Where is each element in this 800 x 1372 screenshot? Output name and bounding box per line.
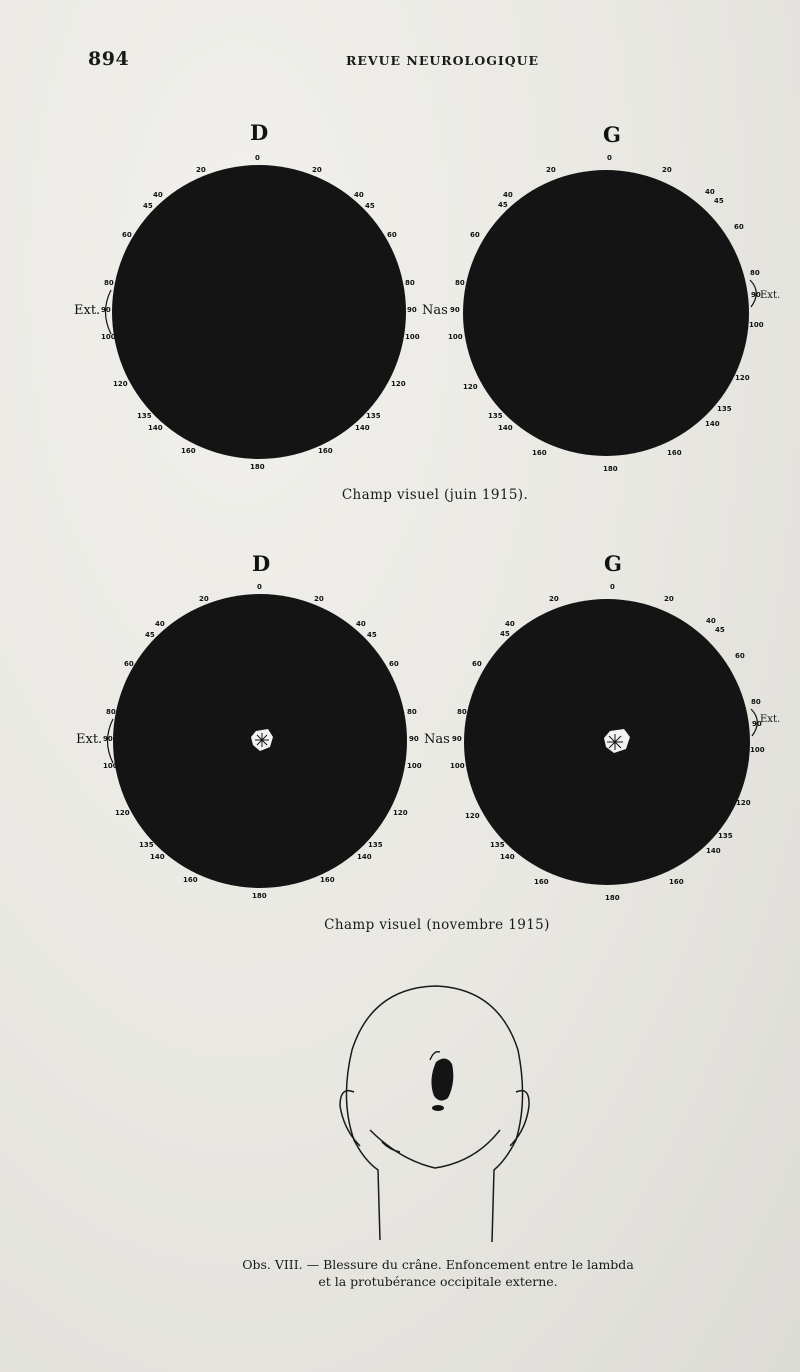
tick-90: 90 xyxy=(752,720,762,728)
visual-field-diagram-june xyxy=(0,112,800,492)
tick-100: 100 xyxy=(749,321,764,329)
tick-90: 90 xyxy=(751,291,761,299)
visual-field-disc-left xyxy=(463,170,749,456)
tick-160: 160 xyxy=(669,878,684,886)
tick-20: 20 xyxy=(546,166,556,174)
tick-80: 80 xyxy=(457,708,467,716)
tick-100: 100 xyxy=(405,333,420,341)
journal-title: REVUE NEUROLOGIQUE xyxy=(346,53,540,68)
tick-135: 135 xyxy=(490,841,505,849)
eye-label-left: G xyxy=(603,122,621,147)
tick-40: 40 xyxy=(503,191,513,199)
tick-60: 60 xyxy=(389,660,399,668)
tick-140: 140 xyxy=(148,424,163,432)
tick-40: 40 xyxy=(505,620,515,628)
tick-45: 45 xyxy=(367,631,377,639)
tick-90: 90 xyxy=(450,306,460,314)
tick-180: 180 xyxy=(252,892,267,900)
tick-100: 100 xyxy=(750,746,765,754)
tick-135: 135 xyxy=(718,832,733,840)
tick-100: 100 xyxy=(450,762,465,770)
figure-visual-field-june xyxy=(0,112,800,532)
tick-40: 40 xyxy=(354,191,364,199)
tick-140: 140 xyxy=(355,424,370,432)
tick-90: 90 xyxy=(101,306,111,314)
tick-180: 180 xyxy=(603,465,618,473)
tick-120: 120 xyxy=(113,380,128,388)
caption-november: Champ visuel (novembre 1915) xyxy=(324,917,550,933)
eye-label-right: D xyxy=(250,120,269,145)
tick-120: 120 xyxy=(465,812,480,820)
tick-120: 120 xyxy=(115,809,130,817)
tick-45: 45 xyxy=(714,197,724,205)
page-number: 894 xyxy=(88,48,130,70)
tick-60: 60 xyxy=(124,660,134,668)
caption-june: Champ visuel (juin 1915). xyxy=(341,487,529,503)
tick-100: 100 xyxy=(101,333,116,341)
tick-20: 20 xyxy=(312,166,322,174)
tick-90: 90 xyxy=(452,735,462,743)
tick-20: 20 xyxy=(196,166,206,174)
side-label-ext-left: Ext. xyxy=(760,714,781,725)
observation-caption-line-2: et la protubérance occipitale externe. xyxy=(318,1274,558,1289)
tick-160: 160 xyxy=(534,878,549,886)
visual-field-disc-right xyxy=(112,165,406,459)
tick-100: 100 xyxy=(407,762,422,770)
side-label-ext-right: Ext. xyxy=(76,732,103,747)
tick-160: 160 xyxy=(183,876,198,884)
tick-135: 135 xyxy=(137,412,152,420)
observation-caption-line-1: Obs. VIII. — Blessure du crâne. Enfoncement entre le lambda xyxy=(242,1257,634,1272)
skull-wound-drawing xyxy=(330,980,540,1250)
visual-field-diagram-november xyxy=(0,545,800,915)
tick-135: 135 xyxy=(366,412,381,420)
tick-140: 140 xyxy=(705,420,720,428)
tick-135: 135 xyxy=(488,412,503,420)
tick-120: 120 xyxy=(735,374,750,382)
lambda-mark xyxy=(430,1052,440,1060)
tick-180: 180 xyxy=(250,463,265,471)
tick-60: 60 xyxy=(735,652,745,660)
tick-0: 0 xyxy=(257,583,262,591)
tick-45: 45 xyxy=(365,202,375,210)
tick-160: 160 xyxy=(181,447,196,455)
tick-0: 0 xyxy=(610,583,615,591)
tick-20: 20 xyxy=(549,595,559,603)
tick-20: 20 xyxy=(199,595,209,603)
tick-80: 80 xyxy=(106,708,116,716)
tick-45: 45 xyxy=(715,626,725,634)
tick-45: 45 xyxy=(498,201,508,209)
tick-20: 20 xyxy=(314,595,324,603)
figure-visual-field-november xyxy=(0,545,800,945)
tick-40: 40 xyxy=(705,188,715,196)
tick-160: 160 xyxy=(667,449,682,457)
tick-100: 100 xyxy=(103,762,118,770)
tick-60: 60 xyxy=(472,660,482,668)
tick-100: 100 xyxy=(448,333,463,341)
tick-80: 80 xyxy=(407,708,417,716)
tick-90: 90 xyxy=(103,735,113,743)
head-outline xyxy=(340,986,529,1242)
tick-120: 120 xyxy=(463,383,478,391)
side-label-nas-right: Nas xyxy=(422,303,448,318)
tick-20: 20 xyxy=(662,166,672,174)
tick-140: 140 xyxy=(498,424,513,432)
observation-caption xyxy=(38,1256,800,1290)
tick-180: 180 xyxy=(605,894,620,902)
eye-label-left: G xyxy=(604,551,622,576)
tick-40: 40 xyxy=(706,617,716,625)
tick-90: 90 xyxy=(409,735,419,743)
tick-80: 80 xyxy=(104,279,114,287)
tick-60: 60 xyxy=(387,231,397,239)
tick-120: 120 xyxy=(393,809,408,817)
tick-90: 90 xyxy=(407,306,417,314)
tick-60: 60 xyxy=(470,231,480,239)
tick-135: 135 xyxy=(717,405,732,413)
tick-45: 45 xyxy=(500,630,510,638)
tick-45: 45 xyxy=(143,202,153,210)
tick-60: 60 xyxy=(122,231,132,239)
tick-140: 140 xyxy=(500,853,515,861)
tick-140: 140 xyxy=(357,853,372,861)
side-label-ext-right: Ext. xyxy=(74,303,101,318)
tick-40: 40 xyxy=(153,191,163,199)
tick-135: 135 xyxy=(368,841,383,849)
tick-160: 160 xyxy=(318,447,333,455)
tick-45: 45 xyxy=(145,631,155,639)
tick-80: 80 xyxy=(405,279,415,287)
tick-80: 80 xyxy=(751,698,761,706)
side-label-nas-right: Nas xyxy=(424,732,450,747)
skull-depression-mark xyxy=(431,1058,453,1100)
tick-80: 80 xyxy=(750,269,760,277)
tick-140: 140 xyxy=(150,853,165,861)
tick-80: 80 xyxy=(455,279,465,287)
occipital-protuberance-mark xyxy=(432,1105,444,1111)
tick-120: 120 xyxy=(736,799,751,807)
side-label-ext-left: Ext. xyxy=(760,290,781,301)
tick-0: 0 xyxy=(607,154,612,162)
tick-140: 140 xyxy=(706,847,721,855)
tick-20: 20 xyxy=(664,595,674,603)
tick-135: 135 xyxy=(139,841,154,849)
eye-label-right: D xyxy=(252,551,271,576)
tick-40: 40 xyxy=(155,620,165,628)
tick-160: 160 xyxy=(532,449,547,457)
tick-160: 160 xyxy=(320,876,335,884)
tick-0: 0 xyxy=(255,154,260,162)
tick-120: 120 xyxy=(391,380,406,388)
tick-40: 40 xyxy=(356,620,366,628)
tick-60: 60 xyxy=(734,223,744,231)
